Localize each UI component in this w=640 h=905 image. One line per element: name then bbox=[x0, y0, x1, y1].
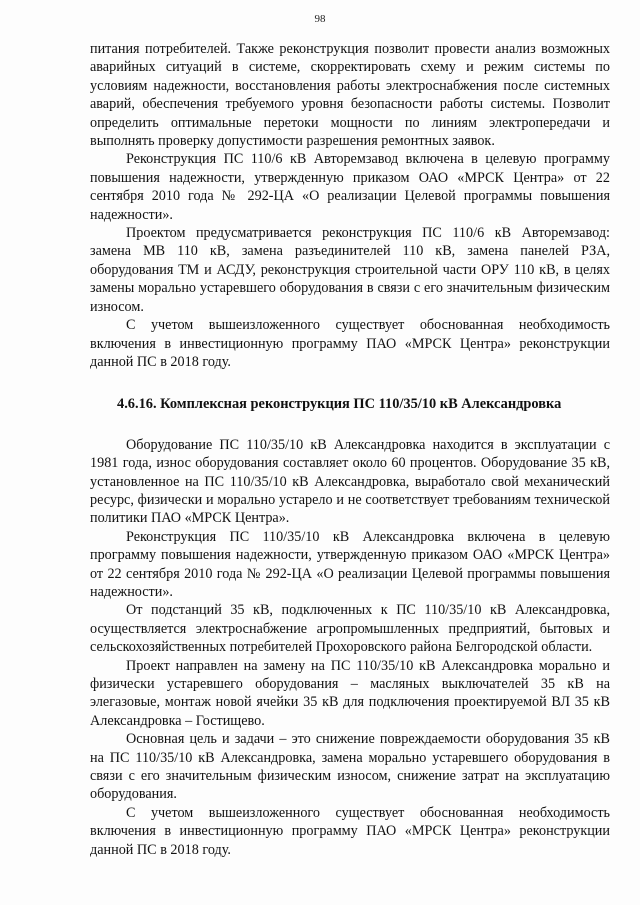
page-number: 98 bbox=[314, 13, 326, 25]
document-body bbox=[90, 40, 610, 859]
paragraph: Реконструкция ПС 110/35/10 кВ Александровка включена в целевую программу повышения надежности, утвержденную приказом ОАО «МРСК Центра» от 22 сентября 2010 года № 292-ЦА «О реализации Целевой программы повышения надежности». bbox=[90, 528, 610, 600]
section-heading: 4.6.16. Комплексная реконструкция ПС 110/35/10 кВ Александровка bbox=[117, 396, 562, 413]
paragraph: Оборудование ПС 110/35/10 кВ Александровка находится в эксплуатации с 1981 года, износ оборудования составляет около 60 процентов. Оборудование 35 кВ, установленное на ПС 110/35/10 кВ Александровка, выработало свой механический ресурс, физически и морально устарело и не соответствует требованиям технической политики ПАО «МРСК Центра». bbox=[90, 436, 610, 527]
paragraph: От подстанций 35 кВ, подключенных к ПС 110/35/10 кВ Александровка, осуществляется электроснабжение агропромышленных предприятий, бытовых и сельскохозяйственных потребителей Прохоровского района Белгородской области. bbox=[90, 602, 610, 656]
paragraph: Проект направлен на замену на ПС 110/35/10 кВ Александровка морально и физически устаревшего оборудования – масляных выключателей 35 кВ на элегазовые, монтаж новой ячейки 35 кВ для подключения проектируемой ВЛ 35 кВ Александровка – Гостищево. bbox=[90, 657, 610, 729]
paragraph: питания потребителей. Также реконструкция позволит провести анализ возможных аварийных ситуаций в системе, скорректировать схему и режим системы по условиям надежности, восстановления работы электроснабжения после системных аварий, обеспечения требуемого уровня безопасности работы системы. Позволит определить оптимальные перетоки мощности по линиям электропередачи и выполнять проверку допустимости разрешения ремонтных заявок. bbox=[90, 41, 610, 150]
paragraph: С учетом вышеизложенного существует обоснованная необходимость включения в инвестиционную программу ПАО «МРСК Центра» реконструкции данной ПС в 2018 году. bbox=[90, 804, 610, 858]
paragraph: Проектом предусматривается реконструкция ПС 110/6 кВ Авторемзавод: замена МВ 110 кВ, замена разъединителей 110 кВ, замена панелей РЗА, оборудования ТМ и АСДУ, реконструкция строительной части ОРУ 110 кВ, в целях замены морально устаревшего оборудования в связи с его значительным физическим износом. bbox=[90, 225, 610, 315]
paragraph: Основная цель и задачи – это снижение повреждаемости оборудования 35 кВ на ПС 110/35/10 кВ Александровка, замена морально устаревшего оборудования в связи с его значительным физическим износом, снижение затрат на эксплуатацию оборудования. bbox=[90, 731, 610, 803]
paragraph: С учетом вышеизложенного существует обоснованная необходимость включения в инвестиционную программу ПАО «МРСК Центра» реконструкции данной ПС в 2018 году. bbox=[90, 317, 610, 370]
paragraph: Реконструкция ПС 110/6 кВ Авторемзавод включена в целевую программу повышения надежности, утвержденную приказом ОАО «МРСК Центра» от 22 сентября 2010 года № 292-ЦА «О реализации Целевой программы повышения надежности». bbox=[90, 151, 610, 223]
